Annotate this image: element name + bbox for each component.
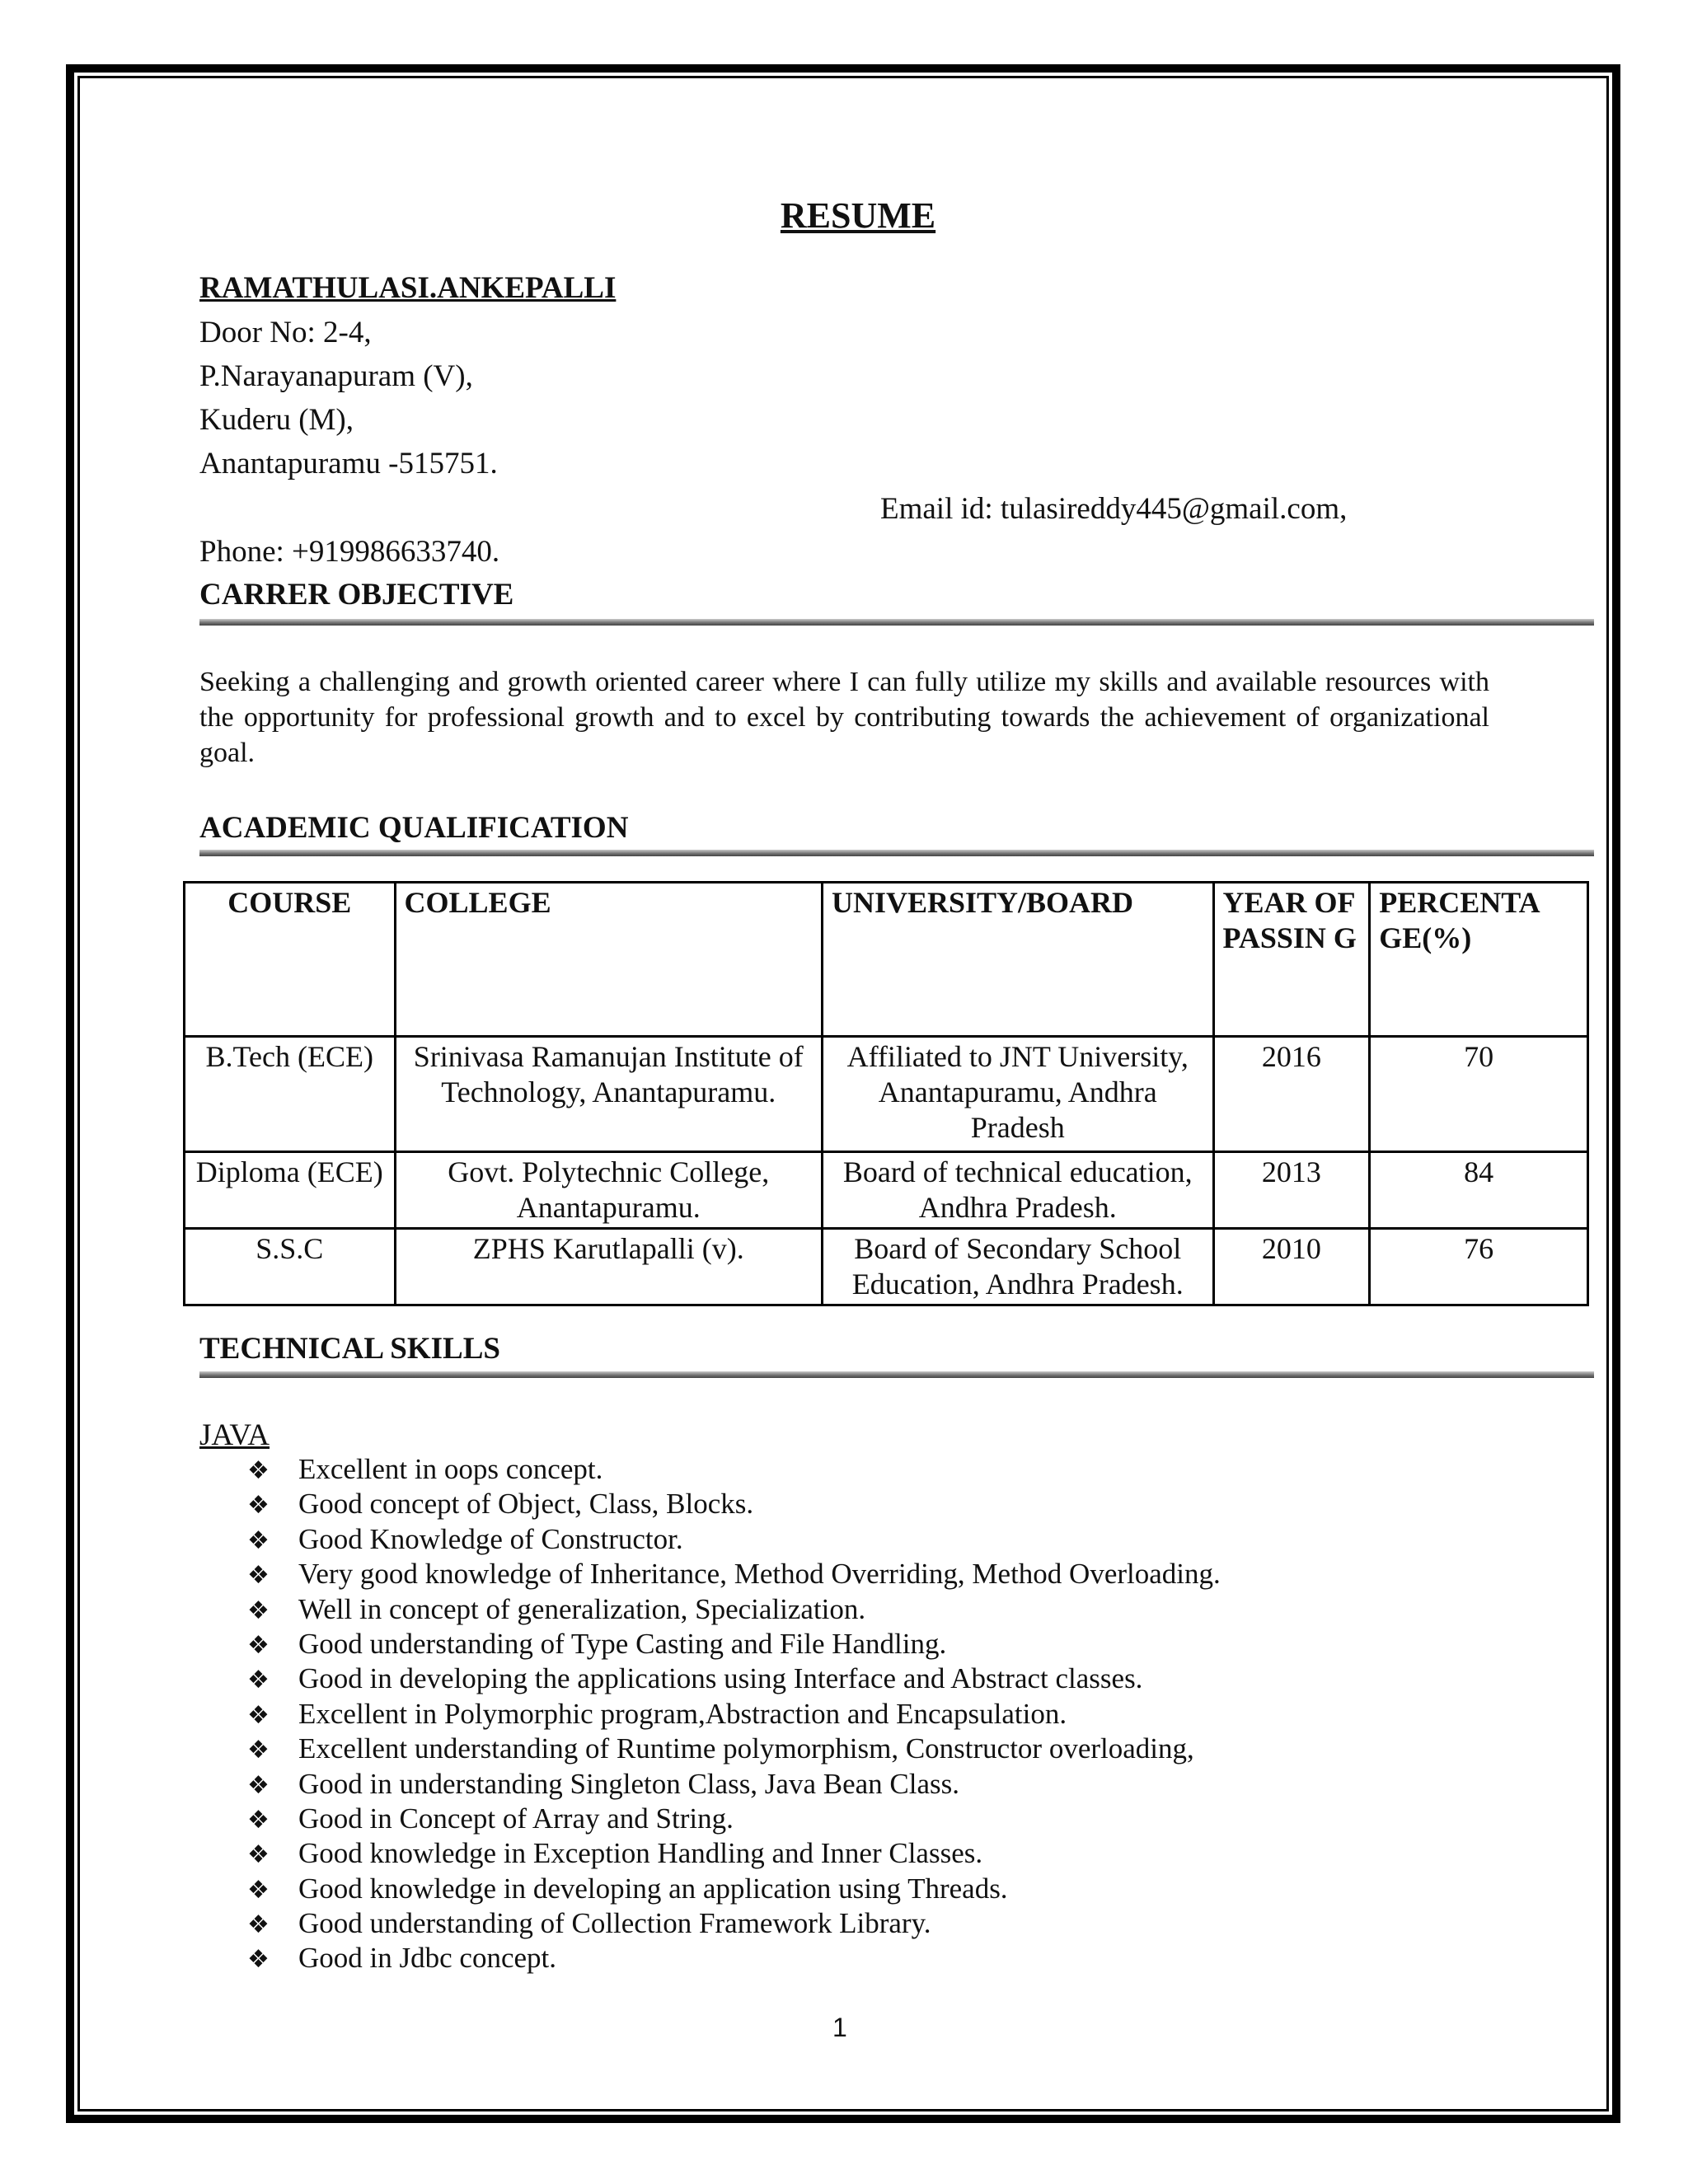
- qualification-table: [183, 881, 1589, 1306]
- cell-year: 2013: [1213, 1152, 1370, 1229]
- skill-item: [247, 1906, 1221, 1941]
- email-line: Email id: tulasireddy445@gmail.com,: [880, 492, 1348, 526]
- skill-text: Good in Concept of Array and String.: [298, 1802, 734, 1835]
- java-skills-list: [247, 1452, 1221, 1976]
- address-line-door: Door No: 2-4,: [199, 316, 372, 349]
- skill-item: [247, 1836, 1221, 1871]
- address-line-village: P.Narayanapuram (V),: [199, 359, 473, 393]
- skill-text: Good Knowledge of Constructor.: [298, 1522, 683, 1555]
- skill-text: Good understanding of Type Casting and File Handling.: [298, 1627, 947, 1660]
- cell-college: Srinivasa Ramanujan Institute of Technology, Anantapuramu.: [395, 1037, 822, 1152]
- objective-rule: [199, 619, 1594, 626]
- cell-course: Diploma (ECE): [185, 1152, 396, 1229]
- table-row: [185, 1152, 1588, 1229]
- cell-university: Board of technical education, Andhra Pradesh.: [822, 1152, 1213, 1229]
- diamond-bullet-icon: ❖: [247, 1736, 270, 1765]
- skill-item: [247, 1522, 1221, 1557]
- cell-year: 2016: [1213, 1037, 1370, 1152]
- diamond-bullet-icon: ❖: [247, 1945, 270, 1975]
- skill-item: [247, 1802, 1221, 1836]
- diamond-bullet-icon: ❖: [247, 1456, 270, 1485]
- cell-year: 2010: [1213, 1229, 1370, 1305]
- skill-item: [247, 1872, 1221, 1906]
- header-university: UNIVERSITY/BOARD: [822, 883, 1213, 1037]
- skill-text: Good in Jdbc concept.: [298, 1942, 556, 1975]
- academic-heading: ACADEMIC QUALIFICATION: [199, 811, 629, 845]
- diamond-bullet-icon: ❖: [247, 1666, 270, 1695]
- objective-text: Seeking a challenging and growth oriented career where I can fully utilize my skills and available resources with the opportunity for professional growth and to excel by contributing towards the achievement of organizational goal.: [199, 667, 1489, 768]
- cell-university: Board of Secondary School Education, Andhra Pradesh.: [822, 1229, 1213, 1305]
- academic-rule: [199, 850, 1594, 856]
- skill-item: [247, 1661, 1221, 1696]
- technical-heading: TECHNICAL SKILLS: [199, 1332, 500, 1366]
- skill-item: [247, 1732, 1221, 1766]
- table-row: [185, 1229, 1588, 1305]
- diamond-bullet-icon: ❖: [247, 1875, 270, 1905]
- cell-percentage: 76: [1370, 1229, 1588, 1305]
- diamond-bullet-icon: ❖: [247, 1700, 270, 1730]
- cell-percentage: 70: [1370, 1037, 1588, 1152]
- skill-item: [247, 1767, 1221, 1802]
- cell-course: S.S.C: [185, 1229, 396, 1305]
- skill-item: [247, 1452, 1221, 1487]
- skill-item: [247, 1941, 1221, 1975]
- diamond-bullet-icon: ❖: [247, 1805, 270, 1835]
- header-course: COURSE: [185, 883, 396, 1037]
- phone-line: Phone: +919986633740.: [199, 535, 500, 569]
- skill-text: Well in concept of generalization, Specialization.: [298, 1592, 866, 1625]
- skill-text: Good in understanding Singleton Class, Java Bean Class.: [298, 1767, 960, 1800]
- cell-percentage: 84: [1370, 1152, 1588, 1229]
- diamond-bullet-icon: ❖: [247, 1840, 270, 1870]
- java-subheading: JAVA: [199, 1418, 270, 1452]
- header-college: COLLEGE: [395, 883, 822, 1037]
- diamond-bullet-icon: ❖: [247, 1770, 270, 1800]
- diamond-bullet-icon: ❖: [247, 1910, 270, 1940]
- technical-rule: [199, 1371, 1594, 1378]
- skill-text: Good knowledge in Exception Handling and Inner Classes.: [298, 1837, 983, 1870]
- skill-item: [247, 1557, 1221, 1591]
- header-percentage: PERCENTA GE(%): [1370, 883, 1588, 1037]
- skill-item: [247, 1697, 1221, 1732]
- address-line-mandal: Kuderu (M),: [199, 403, 354, 437]
- skill-item: [247, 1592, 1221, 1627]
- skill-item: [247, 1487, 1221, 1521]
- cell-college: Govt. Polytechnic College, Anantapuramu.: [395, 1152, 822, 1229]
- cell-course: B.Tech (ECE): [185, 1037, 396, 1152]
- diamond-bullet-icon: ❖: [247, 1561, 270, 1591]
- address-line-city: Anantapuramu -515751.: [199, 447, 498, 480]
- skill-text: Excellent understanding of Runtime polymorphism, Constructor overloading,: [298, 1732, 1194, 1765]
- skill-text: Excellent in oops concept.: [298, 1453, 603, 1485]
- skill-text: Good in developing the applications using Interface and Abstract classes.: [298, 1662, 1143, 1695]
- skill-item: [247, 1627, 1221, 1661]
- skill-text: Good understanding of Collection Framework Library.: [298, 1907, 931, 1940]
- page-number: 1: [832, 2013, 847, 2042]
- cell-university: Affiliated to JNT University, Anantapuramu, Andhra Pradesh: [822, 1037, 1213, 1152]
- skill-text: Very good knowledge of Inheritance, Method Overriding, Method Overloading.: [298, 1558, 1221, 1591]
- header-year: YEAR OF PASSIN G: [1213, 883, 1370, 1037]
- table-row: [185, 1037, 1588, 1152]
- resume-title: RESUME: [780, 195, 936, 236]
- skill-text: Good knowledge in developing an application using Threads.: [298, 1872, 1008, 1905]
- objective-heading: CARRER OBJECTIVE: [199, 578, 514, 612]
- skill-text: Good concept of Object, Class, Blocks.: [298, 1488, 754, 1521]
- skill-text: Excellent in Polymorphic program,Abstraction and Encapsulation.: [298, 1697, 1067, 1730]
- diamond-bullet-icon: ❖: [247, 1630, 270, 1660]
- table-header-row: [185, 883, 1588, 1037]
- cell-college: ZPHS Karutlapalli (v).: [395, 1229, 822, 1305]
- diamond-bullet-icon: ❖: [247, 1491, 270, 1521]
- candidate-name: RAMATHULASI.ANKEPALLI: [199, 271, 617, 305]
- diamond-bullet-icon: ❖: [247, 1526, 270, 1555]
- diamond-bullet-icon: ❖: [247, 1596, 270, 1625]
